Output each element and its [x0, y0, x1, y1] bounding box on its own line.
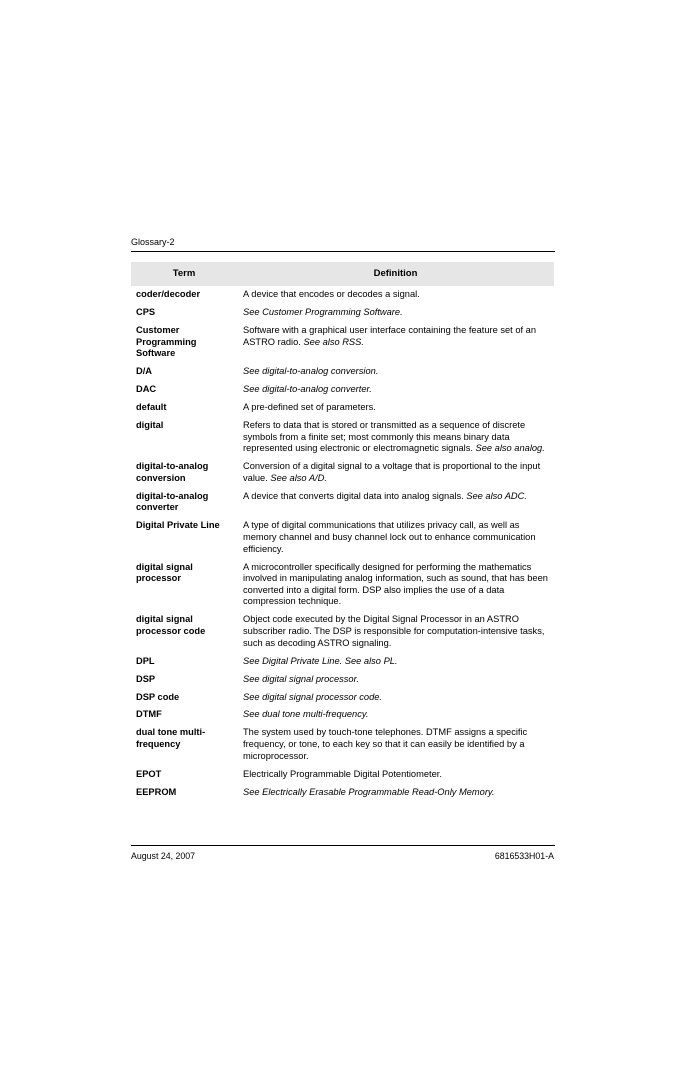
definition-text: A device that encodes or decodes a signal. — [243, 289, 420, 299]
definition-text: Conversion of a digital signal to a voltage that is proportional to the input value. — [243, 461, 541, 483]
table-row — [131, 724, 554, 765]
table-row — [131, 706, 554, 724]
footer-divider — [131, 845, 555, 846]
glossary-definition — [237, 304, 554, 322]
table-row — [131, 559, 554, 612]
page-label: Glossary-2 — [131, 237, 175, 247]
footer-date: August 24, 2007 — [131, 851, 196, 861]
glossary-definition — [237, 689, 554, 707]
definition-cross-reference: See digital-to-analog conversion. — [243, 366, 379, 377]
definition-text: A microcontroller specifically designed for performing the mathematics involved in manipulating analog information, such as sound, that has been converted into a digital form. DSP also implies the use of a data compression technique. — [243, 561, 548, 607]
glossary-definition — [237, 706, 554, 724]
definition-cross-reference: See also A/D. — [270, 472, 327, 483]
glossary-definition — [237, 363, 554, 381]
glossary-definition — [237, 381, 554, 399]
definition-text: A device that converts digital data into analog signals. — [243, 490, 467, 501]
table-row — [131, 766, 554, 784]
table-row — [131, 381, 554, 399]
table-row — [131, 784, 554, 802]
definition-text: Software with a graphical user interface containing the feature set of an ASTRO radio. — [243, 324, 537, 347]
definition-cross-reference: See dual tone multi-frequency. — [243, 709, 369, 720]
definition-text: Refers to data that is stored or transmitted as a sequence of discrete symbols from a finite set; most commonly this means binary data represented using electronic or electromagnetic signals. — [243, 420, 526, 454]
glossary-definition — [237, 399, 554, 417]
table-body — [131, 286, 554, 802]
table-row — [131, 488, 554, 518]
glossary-term: EPOT — [136, 768, 162, 779]
glossary-term: DPL — [136, 655, 155, 666]
definition-cross-reference: See Digital Private Line. See also PL. — [243, 655, 398, 666]
glossary-definition — [237, 417, 554, 458]
glossary-term: DSP code — [136, 691, 180, 702]
definition-cross-reference: See also RSS. — [303, 336, 364, 347]
definition-text: A pre-defined set of parameters. — [243, 402, 376, 413]
glossary-definition — [237, 653, 554, 671]
definition-cross-reference: See Customer Programming Software. — [243, 306, 403, 317]
glossary-term: digital — [136, 420, 164, 431]
definition-cross-reference: See digital-to-analog converter. — [243, 384, 372, 395]
table-row — [131, 417, 554, 458]
glossary-definition — [237, 517, 554, 558]
glossary-term: Digital Private Line — [136, 520, 220, 531]
table-header-row — [131, 262, 554, 286]
definition-cross-reference: See digital signal processor. — [243, 673, 359, 684]
table-row — [131, 322, 554, 363]
table-row — [131, 458, 554, 488]
table-row — [131, 363, 554, 381]
glossary-term: digital signal processor code — [136, 614, 206, 636]
table-row — [131, 653, 554, 671]
definition-text: Electrically Programmable Digital Potentiometer. — [243, 768, 442, 779]
column-header-term: Term — [131, 262, 237, 286]
glossary-term: dual tone multi-frequency — [136, 727, 206, 750]
glossary-term: digital-to-analog conversion — [136, 461, 209, 483]
glossary-definition — [237, 611, 554, 652]
glossary-definition — [237, 559, 554, 612]
glossary-term: CPS — [136, 306, 156, 317]
header-divider — [131, 251, 555, 252]
definition-text: A type of digital communications that utilizes privacy call, as well as memory channel and busy channel lock out to enhance communication efficiency. — [243, 520, 536, 554]
column-header-definition: Definition — [237, 262, 554, 286]
glossary-term: digital-to-analog converter — [136, 490, 209, 513]
table-row — [131, 304, 554, 322]
glossary-term: DSP — [136, 673, 156, 684]
glossary-definition — [237, 458, 554, 488]
footer-doc-number: 6816533H01-A — [494, 851, 554, 861]
definition-cross-reference: See Electrically Erasable Programmable Read-Only Memory. — [243, 786, 495, 797]
glossary-definition — [237, 488, 554, 518]
glossary-definition — [237, 322, 554, 363]
glossary-term: DTMF — [136, 709, 162, 720]
definition-text: The system used by touch-tone telephones. DTMF assigns a specific frequency, or tone, to each key so that it can easily be identified by a microprocessor. — [243, 727, 528, 761]
definition-cross-reference: See digital signal processor code. — [243, 691, 383, 702]
glossary-table — [131, 262, 554, 802]
definition-cross-reference: See also ADC. — [466, 490, 527, 501]
glossary-term: coder/decoder — [136, 289, 201, 299]
glossary-definition — [237, 286, 554, 304]
glossary-definition — [237, 766, 554, 784]
table-row — [131, 286, 554, 304]
glossary-term: EEPROM — [136, 786, 177, 797]
table-row — [131, 671, 554, 689]
definition-text: Object code executed by the Digital Signal Processor in an ASTRO subscriber radio. The DSP is responsible for computation-intensive tasks, such as decoding ASTRO signaling. — [243, 614, 545, 648]
glossary-term: D/A — [136, 366, 153, 377]
definition-cross-reference: See also analog. — [475, 443, 545, 454]
table-row — [131, 399, 554, 417]
glossary-term: DAC — [136, 384, 157, 395]
glossary-term: Customer Programming Software — [136, 324, 197, 359]
table-row — [131, 517, 554, 558]
glossary-definition — [237, 724, 554, 765]
table-row — [131, 611, 554, 652]
table-row — [131, 689, 554, 707]
glossary-term: digital signal processor — [136, 561, 193, 584]
glossary-definition — [237, 784, 554, 802]
glossary-definition — [237, 671, 554, 689]
glossary-term: default — [136, 402, 167, 413]
